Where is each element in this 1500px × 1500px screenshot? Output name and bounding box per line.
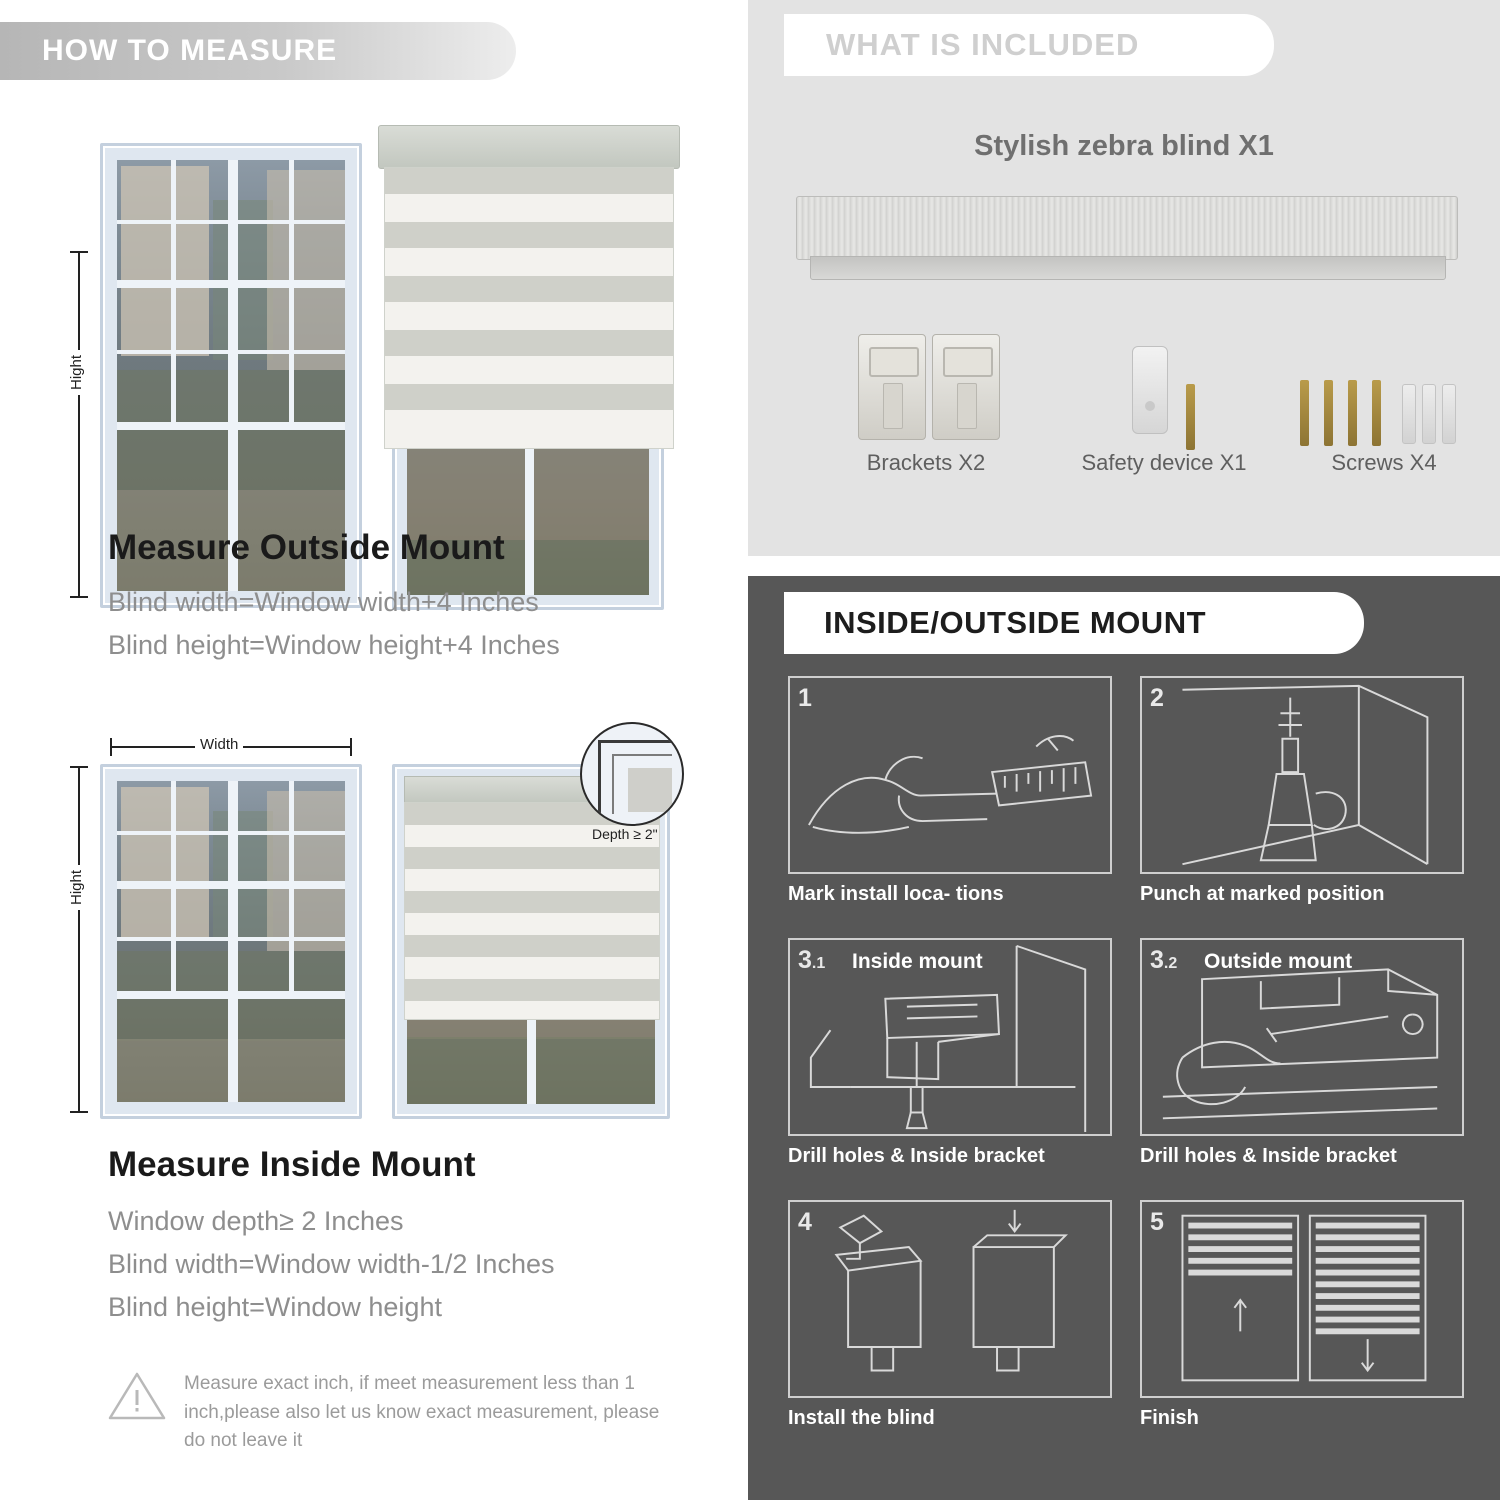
outside-mount-title: Measure Outside Mount xyxy=(108,528,505,567)
what-is-included-panel xyxy=(748,0,1500,556)
step-2-number: 2 xyxy=(1150,684,1164,712)
bracket-icon-2 xyxy=(932,334,1000,440)
height-label-inside: Hight xyxy=(68,865,85,910)
safety-device-label: Safety device X1 xyxy=(1081,450,1247,475)
width-label-inside: Width xyxy=(195,736,243,753)
part-screws xyxy=(1276,330,1492,476)
step-5 xyxy=(1140,1200,1464,1430)
step-2-caption: Punch at marked position xyxy=(1140,883,1385,905)
depth-detail-circle xyxy=(580,722,684,826)
width-tick-left-inside xyxy=(110,738,112,756)
step-2 xyxy=(1140,676,1464,906)
step-1 xyxy=(788,676,1112,906)
height-dimension-line xyxy=(78,253,80,598)
safety-screw-icon xyxy=(1186,384,1195,450)
screw-icon-3 xyxy=(1348,380,1357,446)
screwdriver-bracket-icon xyxy=(790,940,1110,1134)
step-1-number: 1 xyxy=(798,684,812,712)
headrail-image xyxy=(796,196,1456,282)
measure-note xyxy=(108,1370,668,1456)
product-title: Stylish zebra blind X1 xyxy=(974,130,1274,162)
drill-icon xyxy=(1142,678,1462,872)
height-label: Hight xyxy=(68,350,85,395)
step-3-1 xyxy=(788,938,1112,1168)
outside-mount-line2: Blind height=Window height+4 Inches xyxy=(108,630,560,660)
what-is-included-header: WHAT IS INCLUDED xyxy=(784,14,1274,76)
wall-anchor-icon-3 xyxy=(1442,384,1456,444)
how-to-measure-panel xyxy=(0,0,740,1500)
finished-blinds-icon xyxy=(1142,1202,1462,1396)
outside-mount-illustration xyxy=(0,105,740,515)
wall-anchor-icon-2 xyxy=(1422,384,1436,444)
step-4-number: 4 xyxy=(798,1208,812,1236)
screws-label: Screws X4 xyxy=(1331,450,1437,475)
height-tick-bottom-inside xyxy=(70,1111,88,1113)
bracket-icon-1 xyxy=(858,334,926,440)
inside-outside-mount-panel xyxy=(748,576,1500,1500)
measure-note-text: Measure exact inch, if meet measurement less than 1 inch,please also let us know exact measurement, please do not leave it xyxy=(184,1373,660,1451)
step-4-caption: Install the blind xyxy=(788,1407,935,1429)
step-4 xyxy=(788,1200,1112,1430)
height-tick-bottom xyxy=(70,596,88,598)
warning-triangle-icon xyxy=(108,1370,166,1422)
part-safety-device xyxy=(1044,330,1284,476)
step-3-2-caption: Drill holes & Inside bracket xyxy=(1140,1145,1397,1167)
step-3-1-number: 3.1 xyxy=(798,946,826,974)
blind-clip-in-icon xyxy=(790,1202,1110,1396)
screw-icon-1 xyxy=(1300,380,1309,446)
step-3-1-inline-label: Inside mount xyxy=(852,950,983,973)
inside-mount-illustration xyxy=(0,722,740,1132)
step-1-caption: Mark install loca- tions xyxy=(788,883,1004,905)
step-3-2 xyxy=(1140,938,1464,1168)
height-tick-top-inside xyxy=(70,766,88,768)
screwdriver-outside-bracket-icon xyxy=(1142,940,1462,1134)
screw-icon-2 xyxy=(1324,380,1333,446)
outside-mount-line1: Blind width=Window width+4 Inches xyxy=(108,587,539,617)
inside-mount-title: Measure Inside Mount xyxy=(108,1145,476,1184)
inside-mount-line1: Window depth≥ 2 Inches xyxy=(108,1206,404,1236)
height-tick-top xyxy=(70,251,88,253)
height-dimension-line-inside xyxy=(78,768,80,1113)
part-brackets xyxy=(806,330,1046,476)
screw-icon-4 xyxy=(1372,380,1381,446)
right-column xyxy=(748,0,1500,1500)
step-3-2-inline-label: Outside mount xyxy=(1204,950,1353,973)
inside-mount-line3: Blind height=Window height xyxy=(108,1292,442,1322)
inside-mount-line2: Blind width=Window width-1/2 Inches xyxy=(108,1249,555,1279)
inside-outside-mount-header: INSIDE/OUTSIDE MOUNT xyxy=(784,592,1364,654)
step-3-1-caption: Drill holes & Inside bracket xyxy=(788,1145,1045,1167)
parts-row xyxy=(748,330,1500,530)
step-3-2-number: 3.2 xyxy=(1150,946,1178,974)
how-to-measure-header: HOW TO MEASURE xyxy=(0,22,516,80)
wall-anchor-icon-1 xyxy=(1402,384,1416,444)
step-5-caption: Finish xyxy=(1140,1407,1199,1429)
safety-device-icon xyxy=(1132,346,1168,434)
hand-tape-measure-icon xyxy=(790,678,1110,872)
brackets-label: Brackets X2 xyxy=(866,450,986,475)
width-tick-right-inside xyxy=(350,738,352,756)
step-5-number: 5 xyxy=(1150,1208,1164,1236)
window-frame-inside xyxy=(100,764,362,1119)
depth-label: Depth ≥ 2" xyxy=(592,826,658,842)
